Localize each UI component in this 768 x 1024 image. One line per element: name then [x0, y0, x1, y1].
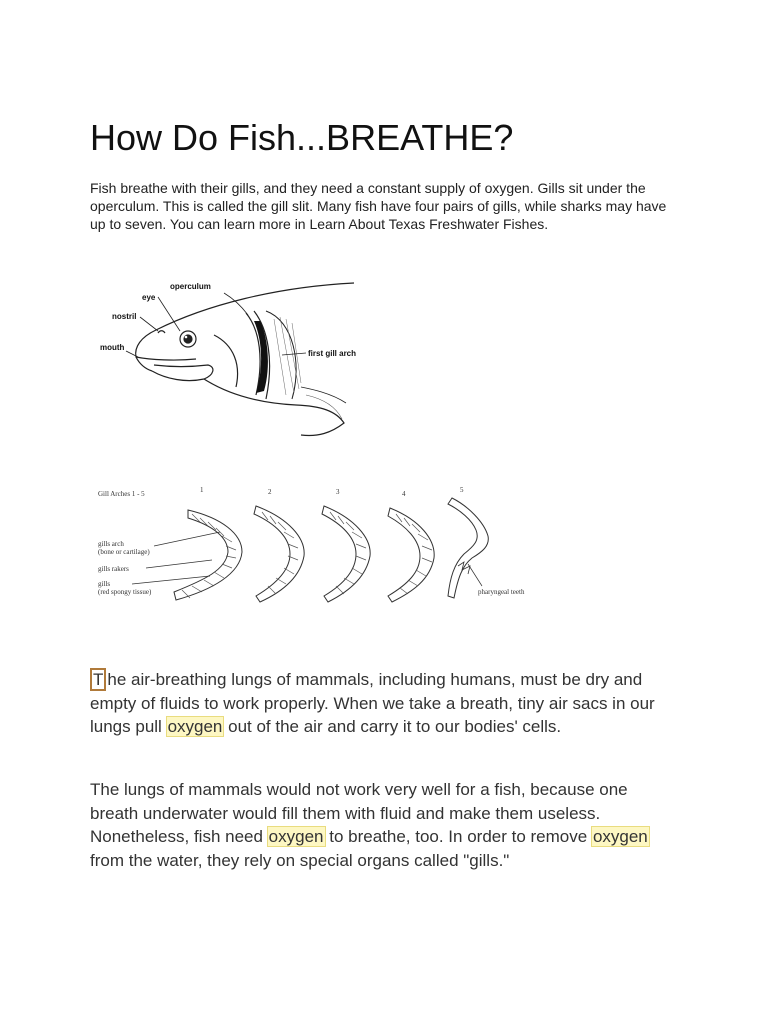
label-nostril: nostril	[112, 312, 137, 321]
paragraph-text: from the water, they rely on special organs called "gills."	[90, 850, 510, 870]
highlight-oxygen[interactable]: oxygen	[167, 717, 223, 736]
paragraph-text: out of the air and carry it to our bodies' cells.	[223, 717, 562, 736]
label-gills-sub: (red spongy tissue)	[98, 588, 152, 596]
label-pharyngeal-teeth: pharyngeal teeth	[478, 588, 525, 596]
label-gills: gills	[98, 580, 111, 588]
paragraph-text: to breathe, too. In order to remove	[324, 827, 592, 846]
label-operculum: operculum	[170, 282, 211, 291]
label-gills-arch-sub: (bone or cartilage)	[98, 548, 150, 556]
paragraph-text: he air-breathing lungs of mammals, including humans, must be dry and empty of fluids to work properly. When we take a breath, tiny air sacs in our lungs pull	[90, 670, 655, 736]
arches-heading: Gill Arches 1 - 5	[98, 490, 145, 498]
paragraph-fish-lungs	[90, 778, 680, 872]
arch-number: 2	[268, 488, 272, 496]
paragraph-text: The lungs of mammals would not work very well for a fish, because one breath underwater would fill them with fluid and make them useless. Nonetheless, fish need	[90, 780, 628, 846]
paragraph-lungs	[90, 668, 680, 739]
gill-arches-diagram	[92, 482, 552, 612]
label-gills-rakers: gills rakers	[98, 565, 129, 573]
highlight-oxygen[interactable]: oxygen	[592, 827, 648, 846]
label-first-gill-arch: first gill arch	[308, 349, 357, 358]
arch-number: 4	[402, 490, 406, 498]
label-eye: eye	[142, 293, 156, 302]
highlight-oxygen[interactable]: oxygen	[268, 827, 324, 846]
label-mouth: mouth	[100, 343, 125, 352]
arch-number: 1	[200, 486, 204, 494]
label-gills-arch: gills arch	[98, 540, 124, 548]
page-title: How Do Fish...BREATHE?	[90, 117, 514, 158]
arch-number: 3	[336, 488, 340, 496]
fish-head-diagram	[96, 275, 366, 445]
arch-number: 5	[460, 486, 464, 494]
intro-paragraph: Fish breathe with their gills, and they need a constant supply of oxygen. Gills sit under the operculum. This is called the gill slit. Many fish have four pairs of gills, while sharks may have up to seven. You can learn more in Learn About Texas Freshwater Fishes.	[90, 180, 667, 232]
text-cursor-letter[interactable]: T	[90, 668, 106, 691]
